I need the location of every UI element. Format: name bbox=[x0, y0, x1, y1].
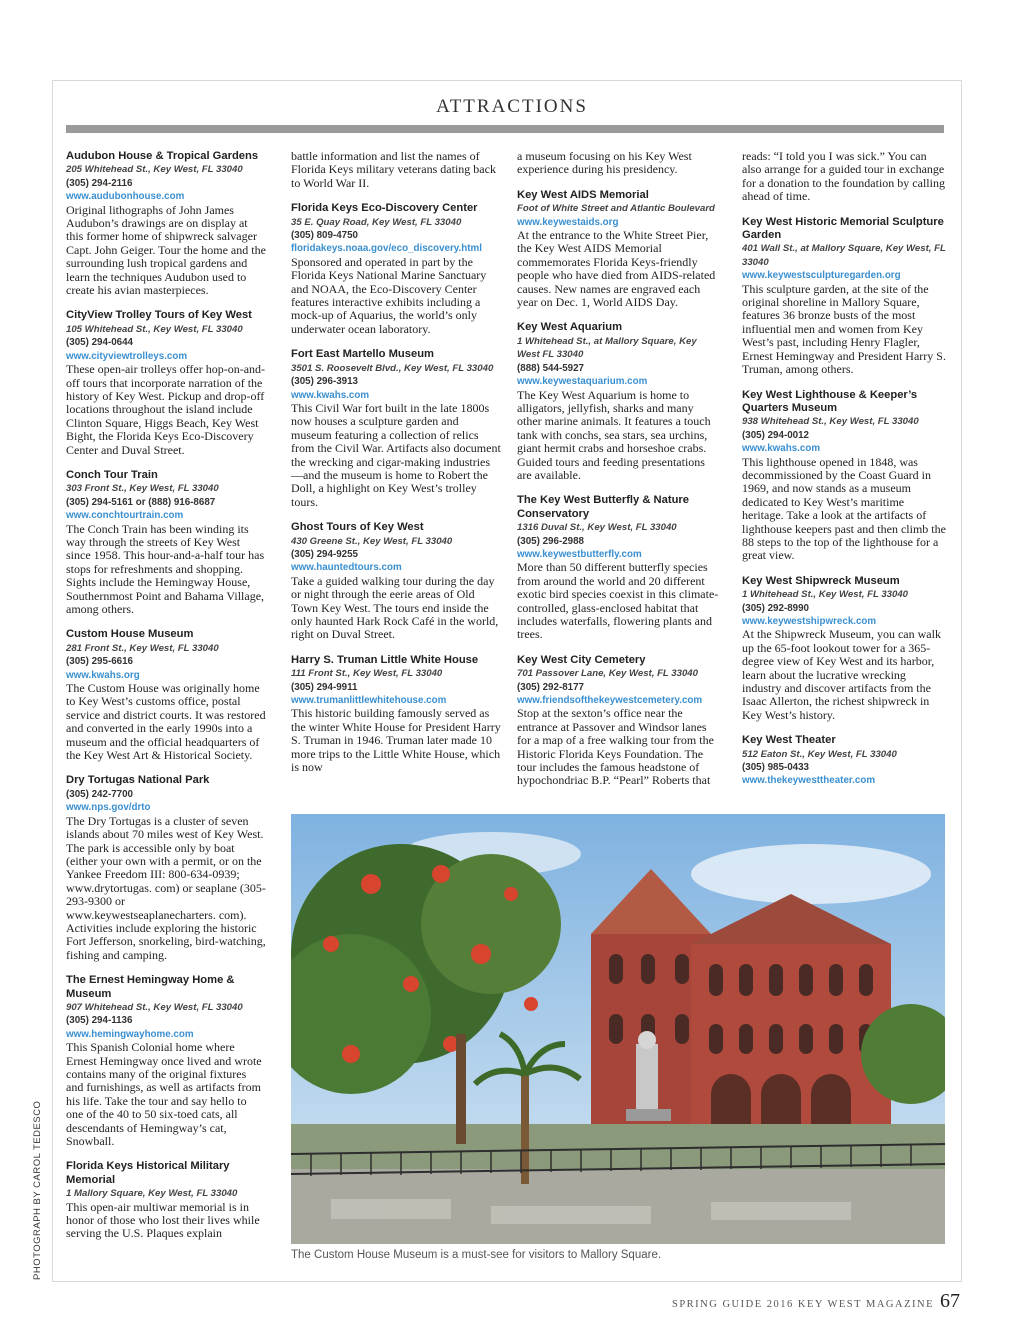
listing-name: The Ernest Hemingway Home & Museum bbox=[66, 974, 235, 1000]
listing-description: The Conch Train has been winding its way through the streets of Key West since 1958. This hour-and-a-half tour has stops for refreshments and shopping. Sights include the Hemingway House, Southernmost Point and Bahama Village, among others. bbox=[66, 521, 265, 616]
listing-entry bbox=[66, 1160, 266, 1240]
listing-address: 1316 Duval St., Key West, FL 33040 bbox=[517, 522, 677, 534]
listing-name: Key West Historic Memorial Sculpture Garden bbox=[742, 215, 944, 242]
listing-name: Ghost Tours of Key West bbox=[291, 521, 424, 534]
listing-name: Key West City Cemetery bbox=[517, 653, 646, 666]
listing-address: 430 Greene St., Key West, FL 33040 bbox=[291, 535, 453, 547]
listing-description: Stop at the sexton’s office near the entrance at Passover and Windsor lanes for a map of a free walking tour from the Historic Florida Keys Foundation. The tour includes the famous headstone of hypochondriac B.P. “Pearl” Roberts that bbox=[517, 706, 714, 788]
title-rule bbox=[66, 125, 944, 133]
listing-description: This Civil War fort built in the late 1800s now houses a sculpture garden and museum featuring a collection of relics from the Civil War. Artifacts also document the wrecking and cigar-making industries—and the museum is home to Robert the Doll, a highlight on Key West’s trolley tours. bbox=[291, 400, 501, 509]
listing-description: These open-air trolleys offer hop-on-and-off tours that incorporate narration of the history of Key West. Pickup and drop-off locations throughout the island include Clinton Square, Higgs Beach, Key West Bight, the Florida Keys Eco-Discovery Center and Duval Street. bbox=[66, 362, 266, 457]
listing-description: This Spanish Colonial home where Ernest Hemingway once lived and wrote contains many of the original fixtures and furnishings, as well as artifacts from his life. Take the tour and say hello to one of the 40 to 50 six-toed cats, all descendants of Hemingway’s cat, Snowball. bbox=[66, 1040, 262, 1149]
listing-url-link[interactable]: www.friendsofthekeywestcemetery.com bbox=[517, 695, 703, 707]
listing-phone: (305) 294-0012 bbox=[742, 429, 809, 441]
listing-description: Sponsored and operated in part by the Florida Keys National Marine Sanctuary and NOAA, the Eco-Discovery Center features interactive exhibits including a mock-up of Aquarius, the world’s only underwater ocean laboratory. bbox=[291, 254, 487, 336]
page-number: 67 bbox=[940, 1290, 960, 1312]
listing-url-link[interactable]: www.hauntedtours.com bbox=[291, 562, 402, 574]
listing-description: reads: “I told you I was sick.” You can also arrange for a guided tour in exchange for a donation to the foundation by calling ahead of time. bbox=[742, 149, 945, 204]
listing-description: At the Shipwreck Museum, you can walk up the 65-foot lookout tower for a 365-degree view of Key West and its harbor, learn about the lucrative wrecking industry and discover artifacts from the Isaac Allerton, the richest shipwreck in Key West’s history. bbox=[742, 627, 941, 722]
listing-address: 701 Passover Lane, Key West, FL 33040 bbox=[517, 668, 698, 680]
listing-name: Dry Tortugas National Park bbox=[66, 774, 210, 787]
listing-phone: (305) 809-4750 bbox=[291, 230, 358, 242]
listing-name: Key West Lighthouse & Keeper’s Quarters Museum bbox=[742, 388, 918, 414]
listing-address: 1 Mallory Square, Key West, FL 33040 bbox=[66, 1188, 238, 1200]
listing-entry bbox=[517, 494, 721, 641]
listing-column-3 bbox=[517, 150, 721, 800]
listing-description: This lighthouse opened in 1848, was decommissioned by the Coast Guard in 1969, and now stands as a museum dedicated to Key West’s maritime heritage. Take a look at the artifacts of lighthouse keepers past and then climb the 88 steps to the top of the lighthouse for a great view. bbox=[742, 454, 946, 563]
listing-url-link[interactable]: www.kwahs.com bbox=[291, 389, 370, 401]
listing-url-link[interactable]: www.hemingwayhome.com bbox=[66, 1028, 194, 1040]
listing-name: Key West AIDS Memorial bbox=[517, 188, 649, 201]
listing-url-link[interactable]: www.cityviewtrolleys.com bbox=[66, 350, 188, 362]
listing-entry bbox=[291, 654, 501, 775]
listing-description: The Custom House was originally home to Key West’s customs office, postal service and district courts. It was restored and converted in the early 1990s into a museum and the official headquarters of the Key West Art & Historical Society. bbox=[66, 681, 266, 763]
listing-url-link[interactable]: floridakeys.noaa.gov/eco_discovery.html bbox=[291, 243, 482, 255]
listing-address: 1 Whitehead St., at Mallory Square, Key West FL 33040 bbox=[517, 335, 697, 361]
listing-url-link[interactable]: www.keywestshipwreck.com bbox=[742, 616, 877, 627]
listing-address: 105 Whitehead St., Key West, FL 33040 bbox=[66, 323, 243, 335]
page-footer bbox=[672, 1290, 960, 1313]
listing-entry bbox=[291, 521, 501, 642]
listing-address: 303 Front St., Key West, FL 33040 bbox=[66, 483, 219, 495]
listing-url-link[interactable]: www.thekeywesttheater.com bbox=[742, 775, 876, 787]
listing-entry bbox=[517, 150, 721, 177]
listing-entry bbox=[742, 575, 946, 722]
listing-entry bbox=[742, 216, 946, 377]
listing-entry bbox=[66, 150, 266, 297]
listing-url-link[interactable]: www.keywestbutterfly.com bbox=[517, 548, 642, 560]
listing-url-link[interactable]: www.audubonhouse.com bbox=[66, 191, 185, 203]
custom-house-photo bbox=[291, 814, 945, 1244]
listing-address: 205 Whitehead St., Key West, FL 33040 bbox=[66, 164, 243, 176]
listing-name: Key West Aquarium bbox=[517, 321, 623, 334]
listing-address: 3501 S. Roosevelt Blvd., Key West, FL 33040 bbox=[291, 362, 494, 374]
listing-description: More than 50 different butterfly species from around the world and 20 different exotic bird species coexist in this climate-controlled, glass-enclosed habitat that includes waterfalls, flowering plants and trees. bbox=[517, 560, 719, 642]
listing-entry bbox=[291, 348, 501, 509]
listing-address: 401 Wall St., at Mallory Square, Key West, FL 33040 bbox=[742, 243, 946, 268]
listing-address: 35 E. Quay Road, Key West, FL 33040 bbox=[291, 216, 462, 228]
listing-address: 512 Eaton St., Key West, FL 33040 bbox=[742, 748, 897, 760]
section-title: ATTRACTIONS bbox=[436, 96, 588, 117]
listing-phone: (305) 295-6616 bbox=[66, 656, 133, 668]
listing-phone: (305) 296-2988 bbox=[517, 535, 584, 547]
listing-url-link[interactable]: www.kwahs.org bbox=[66, 669, 140, 681]
listing-column-4 bbox=[742, 150, 946, 800]
listing-name: Harry S. Truman Little White House bbox=[291, 653, 479, 666]
listing-url-link[interactable]: www.nps.gov/drto bbox=[66, 802, 151, 814]
listing-address: Foot of White Street and Atlantic Boulevard bbox=[517, 203, 715, 215]
listing-name: The Key West Butterfly & Nature Conservatory bbox=[517, 494, 689, 520]
listing-name: Fort East Martello Museum bbox=[291, 348, 434, 361]
listing-phone: (305) 294-9255 bbox=[291, 548, 358, 560]
listing-phone: (305) 294-1136 bbox=[66, 1015, 133, 1027]
listing-url-link[interactable]: www.kwahs.com bbox=[742, 443, 821, 455]
listing-name: Audubon House & Tropical Gardens bbox=[66, 150, 259, 162]
photo-credit: PHOTOGRAPH BY CAROL TEDESCO bbox=[32, 1100, 43, 1280]
listing-name: Key West Shipwreck Museum bbox=[742, 574, 900, 587]
listing-phone: (888) 544-5927 bbox=[517, 362, 584, 374]
listing-address: 111 Front St., Key West, FL 33040 bbox=[291, 668, 443, 680]
listing-description: battle information and list the names of Florida Keys military veterans dating back to World War II. bbox=[291, 149, 496, 190]
listing-description: This open-air multiwar memorial is in honor of those who lost their lives while serving the U.S. Plaques explain bbox=[66, 1199, 260, 1241]
listing-entry bbox=[66, 469, 266, 616]
photo-caption: The Custom House Museum is a must-see for visitors to Mallory Square. bbox=[291, 1249, 662, 1261]
listing-entry bbox=[66, 774, 266, 962]
listing-description: This historic building famously served as the winter White House for President Harry S. Truman in 1946. Truman later made 10 more trips to the Little White House, which is now bbox=[291, 706, 501, 775]
listing-url-link[interactable]: www.keywestaquarium.com bbox=[517, 376, 648, 388]
listing-entry bbox=[291, 150, 501, 190]
listing-description: This sculpture garden, at the site of the original shoreline in Mallory Square, features 36 bronze busts of the most influential men and women from Key West’s past, including Henry Flagler, Ernest Hemingway and President Harry S. Truman, among others. bbox=[742, 281, 946, 377]
listing-description: The Key West Aquarium is home to alligators, jellyfish, sharks and many other marine animals. It features a touch tank with conchs, sea stars, sea urchins, giant hermit crabs and horseshoe crabs. Guided tours and feeding presentations are available. bbox=[517, 387, 711, 482]
listing-url-link[interactable]: www.trumanlittlewhitehouse.com bbox=[291, 695, 447, 707]
listing-description: The Dry Tortugas is a cluster of seven islands about 70 miles west of Key West. The park is accessible only by boat (either your own with a permit, or on the Yankee Freedom III: 800-634-0939; www.drytortugas. com) or seaplane (305-293-9300 or www.keywestseaplanecharters. com). Activities include exploring the historic Fort Jefferson, snorkeling, bird-watching, fishing and camping. bbox=[66, 813, 266, 962]
listing-entry bbox=[66, 309, 266, 456]
listing-column-1 bbox=[66, 150, 266, 1253]
listing-phone: (305) 292-8990 bbox=[742, 602, 809, 614]
listing-entry bbox=[742, 389, 946, 563]
listing-name: Conch Tour Train bbox=[66, 468, 158, 481]
listing-name: Key West Theater bbox=[742, 734, 836, 747]
listing-name: Custom House Museum bbox=[66, 628, 194, 641]
listing-entry bbox=[517, 654, 721, 788]
listing-entry bbox=[291, 202, 501, 336]
listing-url-link[interactable]: www.conchtourtrain.com bbox=[66, 510, 184, 522]
listing-address: 938 Whitehead St., Key West, FL 33040 bbox=[742, 416, 919, 428]
listing-phone: (305) 294-5161 or (888) 916-8687 bbox=[66, 496, 216, 508]
listing-description: a museum focusing on his Key West experience during his presidency. bbox=[517, 149, 692, 177]
listing-phone: (305) 294-2116 bbox=[66, 177, 133, 189]
listing-address: 1 Whitehead St., Key West, FL 33040 bbox=[742, 589, 908, 601]
listing-url-link[interactable]: www.keywestaids.org bbox=[517, 216, 619, 228]
listing-phone: (305) 292-8177 bbox=[517, 681, 584, 693]
listing-entry bbox=[517, 189, 721, 310]
listing-phone: (305) 294-9911 bbox=[291, 681, 358, 693]
listing-name: Florida Keys Eco-Discovery Center bbox=[291, 202, 478, 215]
issue-label: SPRING GUIDE 2016 KEY WEST MAGAZINE bbox=[671, 1299, 934, 1310]
listing-phone: (305) 985-0433 bbox=[742, 762, 809, 774]
listing-phone: (305) 242-7700 bbox=[66, 788, 133, 800]
listing-description: Original lithographs of John James Audubon’s drawings are on display at this former home of shipwreck salvager Capt. John Geiger. Tour the home and the surrounding lush tropical gardens and learn the techniques Audubon used to create his avian masterpieces. bbox=[66, 202, 266, 298]
listing-address: 907 Whitehead St., Key West, FL 33040 bbox=[66, 1001, 243, 1013]
listing-entry bbox=[742, 734, 946, 788]
listing-description: Take a guided walking tour during the day or night through the eerie areas of Old Town Key West. The tours end inside the only haunted Hark Rock Café in the world, right on Duval Street. bbox=[291, 573, 499, 642]
listing-name: Florida Keys Historical Military Memorial bbox=[66, 1160, 230, 1186]
listing-address: 281 Front St., Key West, FL 33040 bbox=[66, 642, 219, 654]
listing-entry bbox=[66, 974, 266, 1148]
listing-phone: (305) 294-0644 bbox=[66, 337, 133, 349]
listing-column-2 bbox=[291, 150, 501, 786]
listing-entry bbox=[742, 150, 946, 204]
listing-phone: (305) 296-3913 bbox=[291, 376, 358, 388]
listing-entry bbox=[517, 321, 721, 482]
listing-description: At the entrance to the White Street Pier, the Key West AIDS Memorial commemorates Florida Keys-friendly people who have died from AIDS-related causes. New names are engraved each year on Dec. 1, World AIDS Day. bbox=[517, 228, 716, 310]
listing-entry bbox=[66, 628, 266, 762]
listing-url-link[interactable]: www.keywestsculpturegarden.org bbox=[742, 270, 901, 282]
listing-name: CityView Trolley Tours of Key West bbox=[66, 309, 252, 322]
